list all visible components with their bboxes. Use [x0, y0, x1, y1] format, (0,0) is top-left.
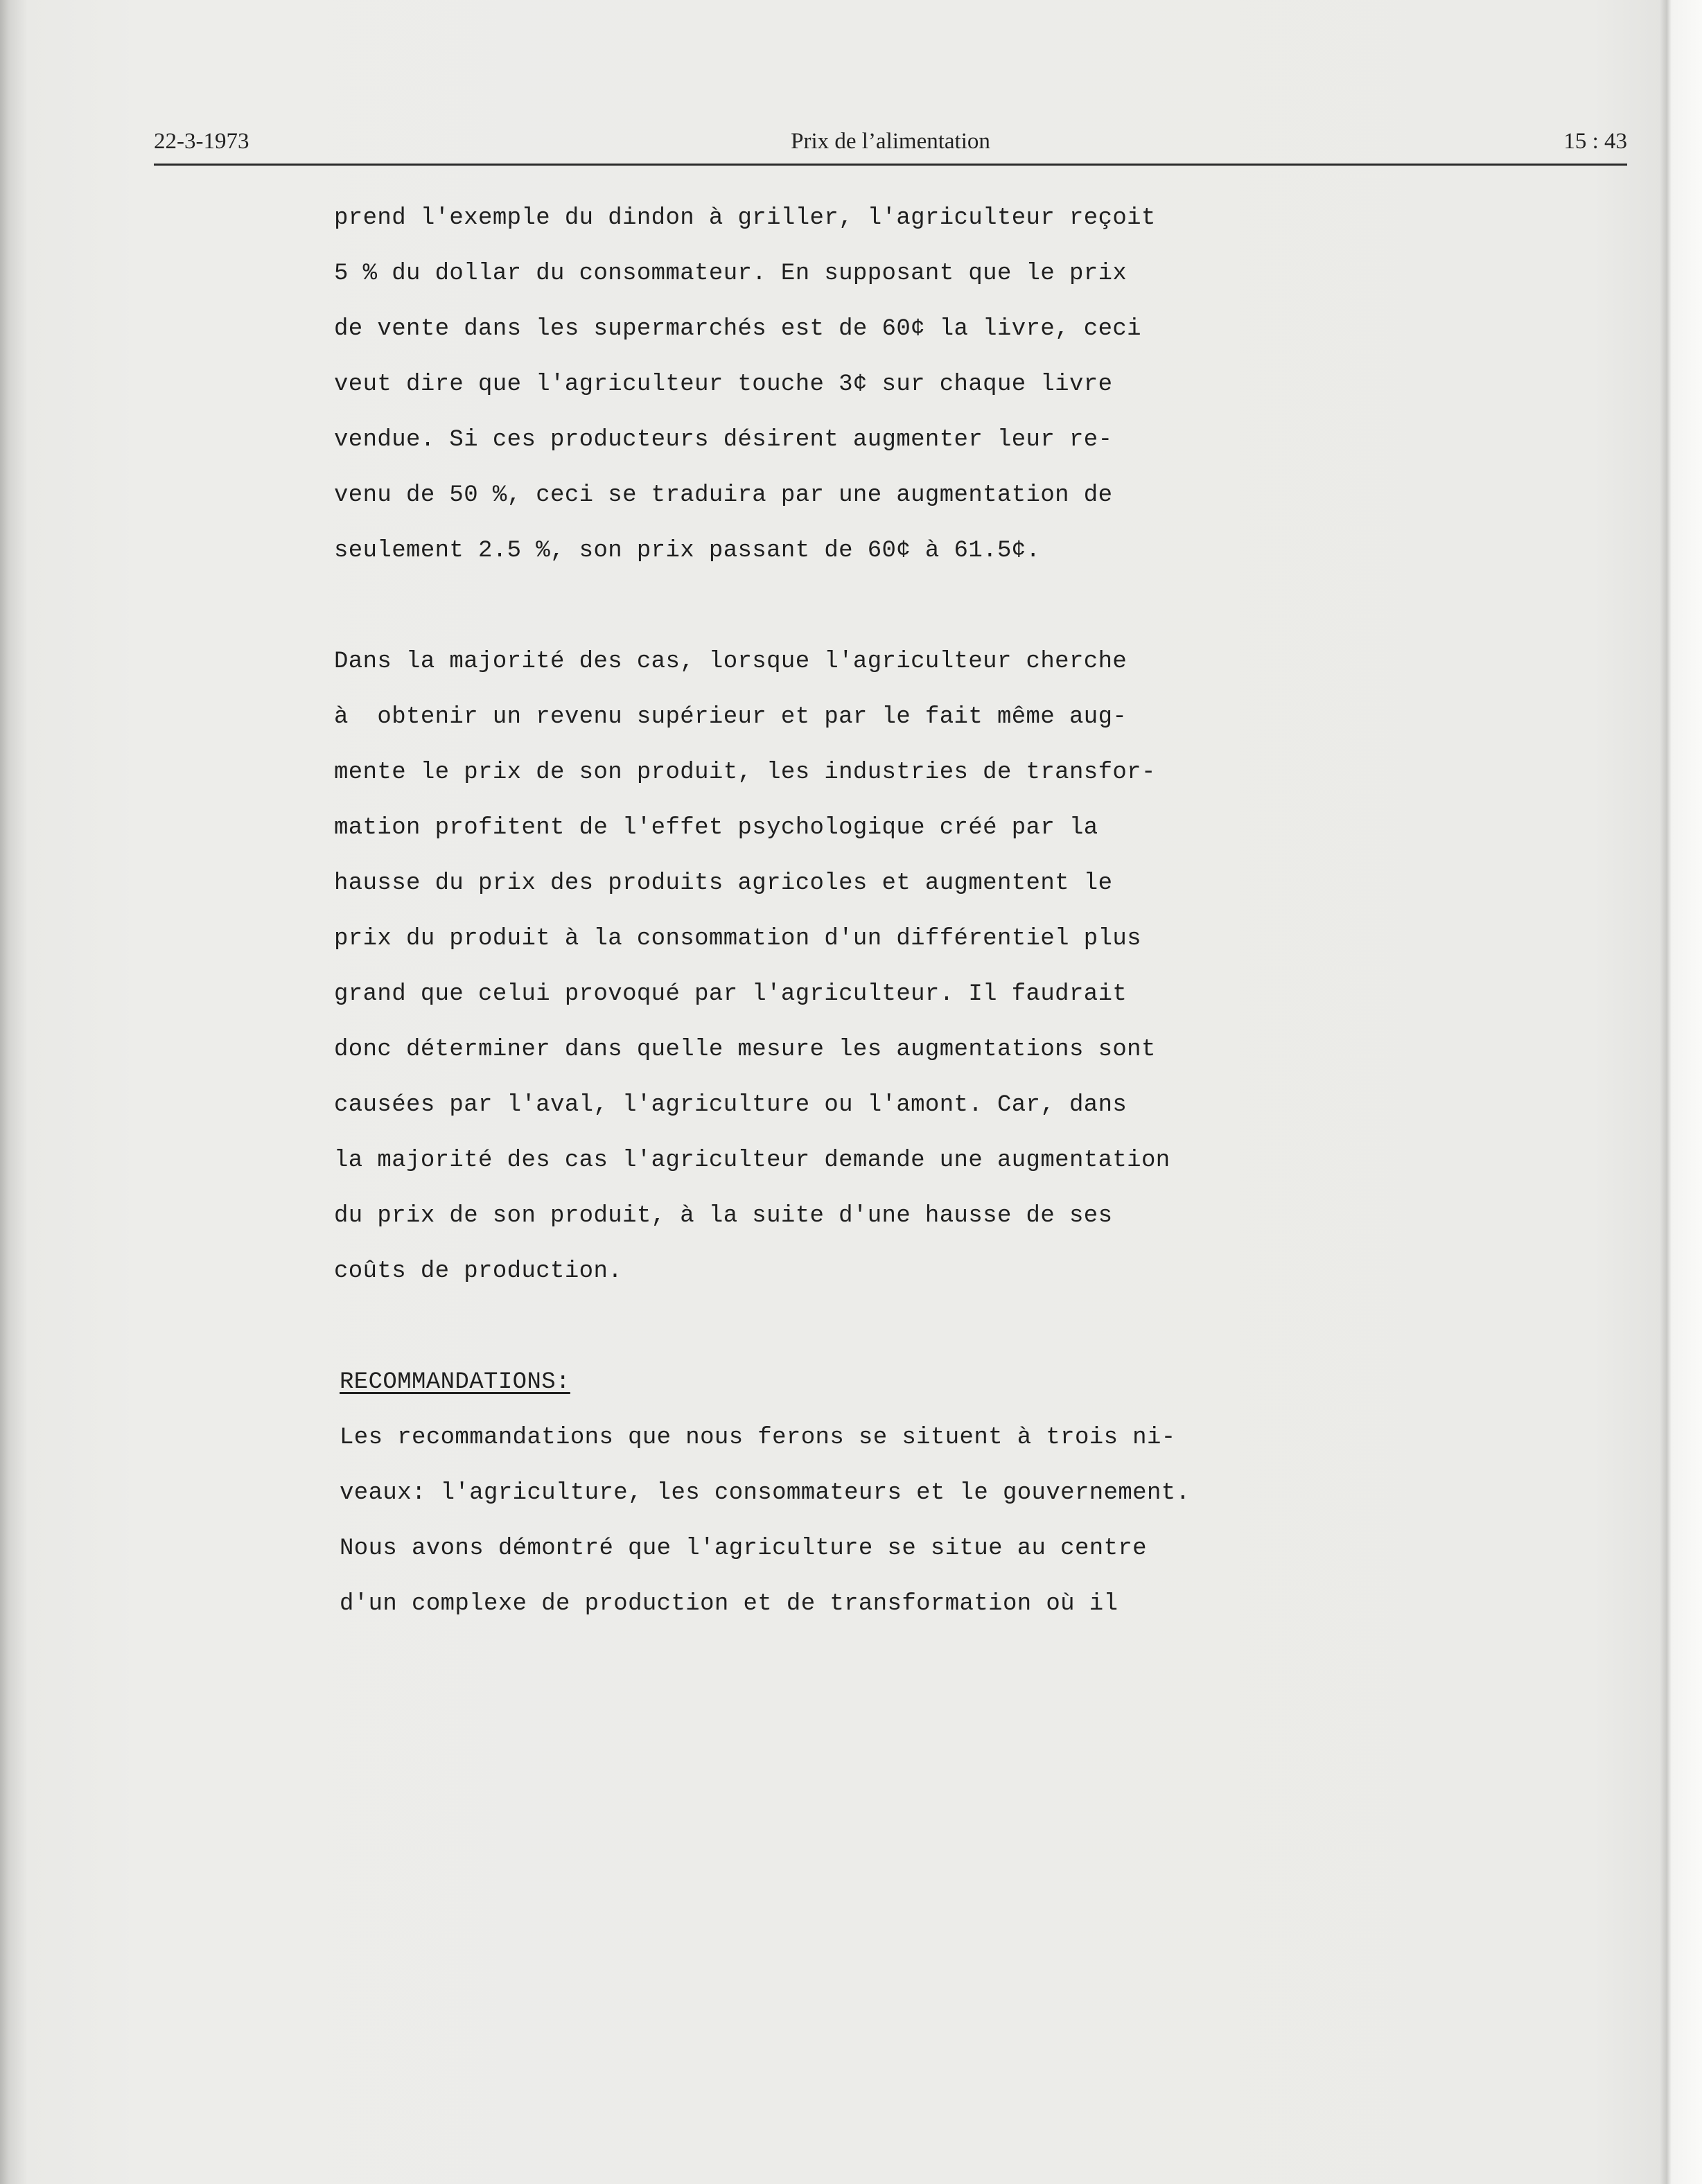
text-line: Les recommandations que nous ferons se situent à trois ni-: [340, 1425, 1176, 1451]
text-line: Dans la majorité des cas, lorsque l'agriculteur cherche: [334, 649, 1128, 675]
text-line: hausse du prix des produits agricoles et augmentent le: [334, 870, 1113, 897]
text-line: causées par l'aval, l'agriculture ou l'amont. Car, dans: [334, 1092, 1128, 1118]
text-line: coûts de production.: [334, 1258, 623, 1285]
text-line: Nous avons démontré que l'agriculture se situe au centre: [340, 1535, 1147, 1562]
text-line: veaux: l'agriculture, les consommateurs et le gouvernement.: [340, 1480, 1191, 1506]
header-title: Prix de l’alimentation: [791, 129, 990, 154]
text-line: de vente dans les supermarchés est de 60¢ la livre, ceci: [334, 316, 1141, 342]
running-header: [154, 129, 1627, 165]
text-line: du prix de son produit, à la suite d'une hausse de ses: [334, 1203, 1113, 1229]
text-line: mente le prix de son produit, les industries de transfor-: [334, 759, 1156, 786]
text-line: la majorité des cas l'agriculteur demande une augmentation: [334, 1147, 1170, 1174]
page-edge: [1667, 0, 1702, 2184]
body-text: [334, 197, 1304, 1639]
header-rule: [154, 164, 1627, 166]
section-heading: RECOMMANDATIONS:: [340, 1369, 570, 1395]
text-line: 5 % du dollar du consommateur. En supposant que le prix: [334, 261, 1128, 287]
text-line: prend l'exemple du dindon à griller, l'agriculteur reçoit: [334, 205, 1156, 231]
text-line: grand que celui provoqué par l'agriculteur. Il faudrait: [334, 981, 1128, 1007]
text-line: à obtenir un revenu supérieur et par le fait même aug-: [334, 704, 1128, 730]
text-line: seulement 2.5 %, son prix passant de 60¢ à 61.5¢.: [334, 538, 1041, 564]
text-line: prix du produit à la consommation d'un différentiel plus: [334, 926, 1141, 952]
text-line: d'un complexe de production et de transformation où il: [340, 1591, 1118, 1617]
header-date: 22-3-1973: [154, 129, 249, 154]
paragraph-gap: [334, 1306, 1304, 1362]
text-line: venu de 50 %, ceci se traduira par une augmentation de: [334, 482, 1113, 509]
paragraph-gap: [334, 585, 1304, 641]
text-line: mation profitent de l'effet psychologique créé par la: [334, 815, 1098, 841]
paragraph: [334, 197, 1304, 585]
header-page-number: 15 : 43: [1563, 129, 1627, 154]
paragraph: [334, 1417, 1304, 1639]
text-line: veut dire que l'agriculteur touche 3¢ sur chaque livre: [334, 371, 1113, 398]
text-line: vendue. Si ces producteurs désirent augmenter leur re-: [334, 427, 1113, 453]
text-line: donc déterminer dans quelle mesure les augmentations sont: [334, 1037, 1156, 1063]
paragraph: [334, 641, 1304, 1306]
